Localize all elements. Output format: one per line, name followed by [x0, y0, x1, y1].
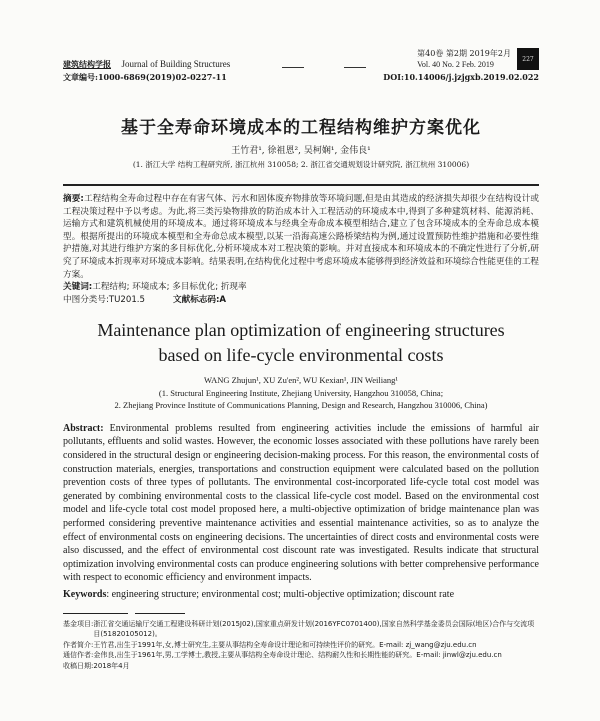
footnote-funding: 基金项目: 浙江省交通运输厅交通工程建设科研计划(2015J02),国家重点研发计划(2016YFC0701400),国家自然科学基金委员会国际(地区)合作与交流项目(51820105012)。 — [63, 619, 535, 639]
header-divider — [344, 67, 366, 68]
affiliation-en-2: 2. Zhejiang Province Institute of Communications Planning, Design and Research, Hangzhou 310006, China) — [114, 400, 488, 411]
keywords-en-text: : engineering structure; environmental cost; multi-objective optimization; discount rate — [106, 588, 455, 600]
document-code: 文献标志码:A — [173, 294, 227, 305]
keywords-en-label: Keywords — [63, 588, 107, 600]
title-en-line1: Maintenance plan optimization of engineering structures — [97, 320, 505, 341]
footnote-rules — [63, 613, 539, 614]
abstract-en-text: Environmental problems resulted from engineering activities include the emissions of harmful air pollutants, effluents and solid wastes. However, the economic losses associated with these pollutions have rarely been considered in the structural design or engineering decision-making process. For this reason, the environmental costs of construction materials, energies, transportations and construction equipment were calculated based on the pollution prevention costs of three types of pollutants. The environmental cost-incorporated life-cycle total cost model was generated by combining environmental costs to the classical life-cycle cost model. Based on the environmental cost model and life-cycle total cost model proposed here, a multi-objective optimization of bridge maintenance plan was performed considering preventive maintenance activities and essential maintenance activities, so as to analyze the effect of environmental costs on engineering decisions. The uncertainties of direct costs and environmental costs were also discussed, and the effect of environmental cost discount rate was investigated. Results indicate that structural optimization involving environmental costs can produce engineering solutions with better comprehensive performance with respect to economic efficiency and environment impacts. — [63, 422, 539, 584]
title-cn: 基于全寿命环境成本的工程结构维护方案优化 — [121, 118, 481, 138]
title-en — [63, 318, 539, 368]
footnote-author-bio: 作者简介: 王竹君,出生于1991年,女,博士研究生,主要从事结构全寿命设计理论和可持续性评价的研究。E-mail: zj_wang@zju.edu.cn — [63, 640, 477, 649]
title-en-line2: based on life-cycle environmental costs — [158, 345, 444, 366]
abstract-cn-text: 工程结构全寿命过程中存在有害气体、污水和固体废弃物排放等环境问题,但是由其造成的经济损失却很少在结构设计或工程决策过程中予以考虑。为此,将三类污染物排放的防治成本计入工程活动的环境成本中,得到了多种建筑材料、能源消耗、运输方式和建筑机械使用的环境成本。通过将环境成本与经典全寿命成本模型相结合,建立了包含环境成本的全寿命总成本模型。根据所提出的环境成本模型和全寿命总成本模型,以某一沿海高速公路桥梁结构为例,通过设置预防性维护措施和必要性维护措施,对其进行维护方案的多目标优化,分析环境成本对工程决策的影响。并对直接成本和环境成本的不确定性进行了分析,研究了环境成本折现率对环境成本影响。结果表明,在结构优化过程中考虑环境成本能够得到经济效益和环境综合性能更佳的工程方案。 — [63, 194, 540, 280]
keywords-cn-label: 关键词: — [63, 282, 93, 293]
abstract-cn — [63, 193, 539, 306]
footnotes — [63, 619, 539, 672]
abstract-en-label: Abstract: — [63, 422, 104, 434]
header-dividers — [282, 67, 366, 70]
abstract-en — [63, 422, 539, 585]
section-rule — [63, 184, 539, 186]
doi: DOI:10.14006/j.jzjgxb.2019.02.022 — [383, 72, 539, 82]
volume-block — [417, 48, 539, 70]
affiliation-en-1: (1. Structural Engineering Institute, Zhejiang University, Hangzhou 310058, China; — [158, 387, 444, 398]
article-number: 文章编号:1000-6869(2019)02-0227-11 — [63, 72, 227, 82]
volume-info — [417, 48, 511, 70]
footnote-rule — [63, 613, 128, 614]
article-meta — [63, 72, 539, 83]
abstract-cn-label: 摘要: — [63, 194, 84, 204]
authors-en: WANG Zhujun¹, XU Zu'en², WU Kexian¹, JIN Weiliang¹ — [204, 375, 398, 386]
clc-number: 中图分类号:TU201.5 — [63, 294, 146, 305]
volume-en: Vol. 40 No. 2 Feb. 2019 — [417, 60, 494, 69]
journal-name-cn: 建筑结构学报 — [63, 59, 111, 69]
footnote-rule — [135, 613, 185, 614]
keywords-en — [63, 588, 539, 601]
journal-name-en: Journal of Building Structures — [121, 59, 231, 69]
volume-cn: 第40卷 第2期 2019年2月 — [417, 49, 511, 58]
footnote-corresponding-author: 通信作者: 金伟良,出生于1961年,男,工学博士,教授,主要从事结构全寿命设计理论、结构耐久性和长期性能的研究。E-mail: jinwl@zju.edu.cn — [63, 651, 502, 660]
journal-title — [63, 59, 230, 70]
affiliations-cn: (1. 浙江大学 结构工程研究所, 浙江杭州 310058; 2. 浙江省交通规划设计研究院, 浙江杭州 310006) — [132, 160, 470, 169]
footnote-received-date: 收稿日期: 2018年4月 — [63, 661, 130, 670]
journal-header — [63, 48, 539, 70]
header-divider — [282, 67, 304, 68]
keywords-cn: 工程结构; 环境成本; 多目标优化; 折现率 — [92, 282, 247, 293]
page-badge: 227 — [517, 48, 539, 70]
authors-cn: 王竹君¹, 徐祖恩², 吴柯娴¹, 金伟良¹ — [231, 146, 371, 156]
